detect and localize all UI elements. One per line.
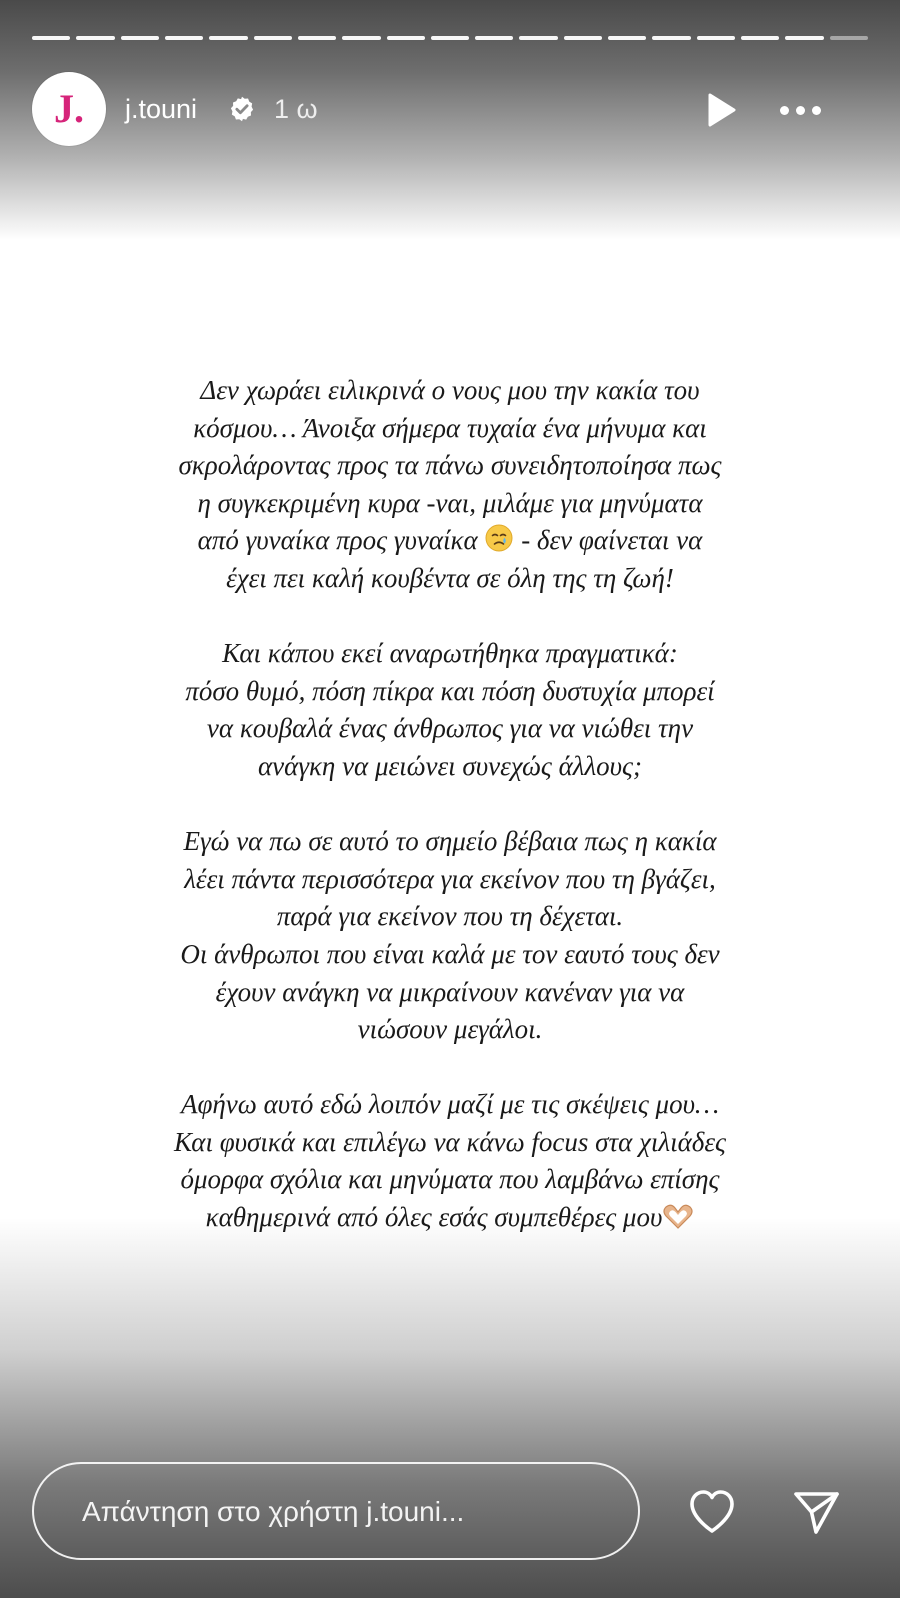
story-line-with-emoji — [110, 522, 790, 560]
story-line: να κουβαλά ένας άνθρωπος για να νιώθει την — [206, 713, 694, 744]
play-icon — [700, 90, 740, 130]
story-line: όμορφα σχόλια και μηνύματα που λαμβάνω επίσης — [180, 1164, 720, 1195]
progress-segment — [32, 36, 70, 40]
like-button[interactable] — [686, 1486, 738, 1538]
more-options-button[interactable] — [770, 92, 830, 128]
progress-segment — [165, 36, 203, 40]
heart-hands-emoji-icon — [662, 1204, 694, 1230]
story-line: πόσο θυμό, πόση πίκρα και πόση δυστυχία μπορεί — [185, 675, 715, 706]
progress-segment — [697, 36, 735, 40]
progress-segment — [76, 36, 114, 40]
crying-face-emoji-icon — [484, 523, 514, 553]
share-button[interactable] — [790, 1486, 842, 1538]
story-line-part: - δεν φαίνεται να — [521, 525, 703, 556]
progress-segment — [652, 36, 690, 40]
story-line: νιώσουν μεγάλοι. — [357, 1014, 543, 1045]
username[interactable]: j.touni — [125, 94, 198, 124]
progress-segment — [608, 36, 646, 40]
progress-segment — [431, 36, 469, 40]
avatar-logo-letter: J. — [54, 86, 84, 131]
story-line: η συγκεκριμένη κυρα -ναι, μιλάμε για μηνύματα — [197, 487, 703, 518]
progress-segment — [209, 36, 247, 40]
send-icon — [790, 1486, 842, 1538]
progress-segment — [254, 36, 292, 40]
story-progress-bar — [32, 36, 868, 40]
more-options-icon-dot — [812, 106, 821, 115]
story-paragraph-3 — [110, 823, 790, 1049]
story-paragraph-1 — [110, 372, 790, 598]
reply-placeholder: Απάντηση στο χρήστη j.touni... — [82, 1496, 465, 1527]
more-options-icon — [780, 106, 789, 115]
progress-segment — [121, 36, 159, 40]
reply-input[interactable] — [32, 1462, 640, 1560]
play-button[interactable] — [700, 90, 740, 130]
story-line: Οι άνθρωποι που είναι καλά με τον εαυτό τους δεν — [180, 938, 720, 969]
verified-badge-icon — [228, 95, 256, 123]
story-header — [32, 72, 868, 146]
story-line-part: από γυναίκα προς γυναίκα — [197, 525, 478, 556]
more-options-icon-dot — [796, 106, 805, 115]
story-line: Και φυσικά και επιλέγω να κάνω focus στα χιλιάδες — [174, 1126, 726, 1157]
progress-segment — [387, 36, 425, 40]
story-line: λέει πάντα περισσότερα για εκείνον που τη βγάζει, — [184, 863, 716, 894]
story-line: κόσμου… Άνοιξα σήμερα τυχαία ένα μήνυμα και — [193, 412, 707, 443]
progress-segment — [342, 36, 380, 40]
progress-segment — [785, 36, 823, 40]
progress-segment — [298, 36, 336, 40]
story-line: Αφήνω αυτό εδώ λοιπόν μαζί με τις σκέψεις μου… — [180, 1089, 720, 1120]
story-line: Δεν χωράει ειλικρινά ο νους μου την κακία του — [200, 375, 700, 405]
story-line: έχουν ανάγκη να μικραίνουν κανέναν για να — [215, 976, 685, 1007]
story-line-part: καθημερινά από όλες εσάς συμπεθέρες μου — [205, 1202, 663, 1233]
story-text — [110, 372, 790, 1274]
story-line: παρά για εκείνον που τη δέχεται. — [276, 901, 624, 932]
avatar[interactable] — [32, 72, 106, 146]
progress-segment — [830, 36, 868, 40]
progress-segment — [519, 36, 557, 40]
progress-segment — [741, 36, 779, 40]
story-line: Εγώ να πω σε αυτό το σημείο βέβαια πως η κακία — [183, 826, 717, 857]
story-line: Και κάπου εκεί αναρωτήθηκα πραγματικά: — [222, 638, 678, 669]
story-paragraph-4 — [110, 1086, 790, 1236]
story-line-with-emoji — [110, 1199, 790, 1237]
story-line: έχει πει καλή κουβέντα σε όλη της τη ζωή! — [226, 562, 674, 593]
story-paragraph-2 — [110, 635, 790, 785]
progress-segment — [564, 36, 602, 40]
heart-icon — [686, 1486, 738, 1538]
story-line: σκρολάροντας προς τα πάνω συνειδητοποίησα πως — [178, 450, 722, 481]
progress-segment — [475, 36, 513, 40]
story-line: ανάγκη να μειώνει συνεχώς άλλους; — [258, 750, 642, 781]
post-time: 1 ω — [274, 94, 318, 124]
